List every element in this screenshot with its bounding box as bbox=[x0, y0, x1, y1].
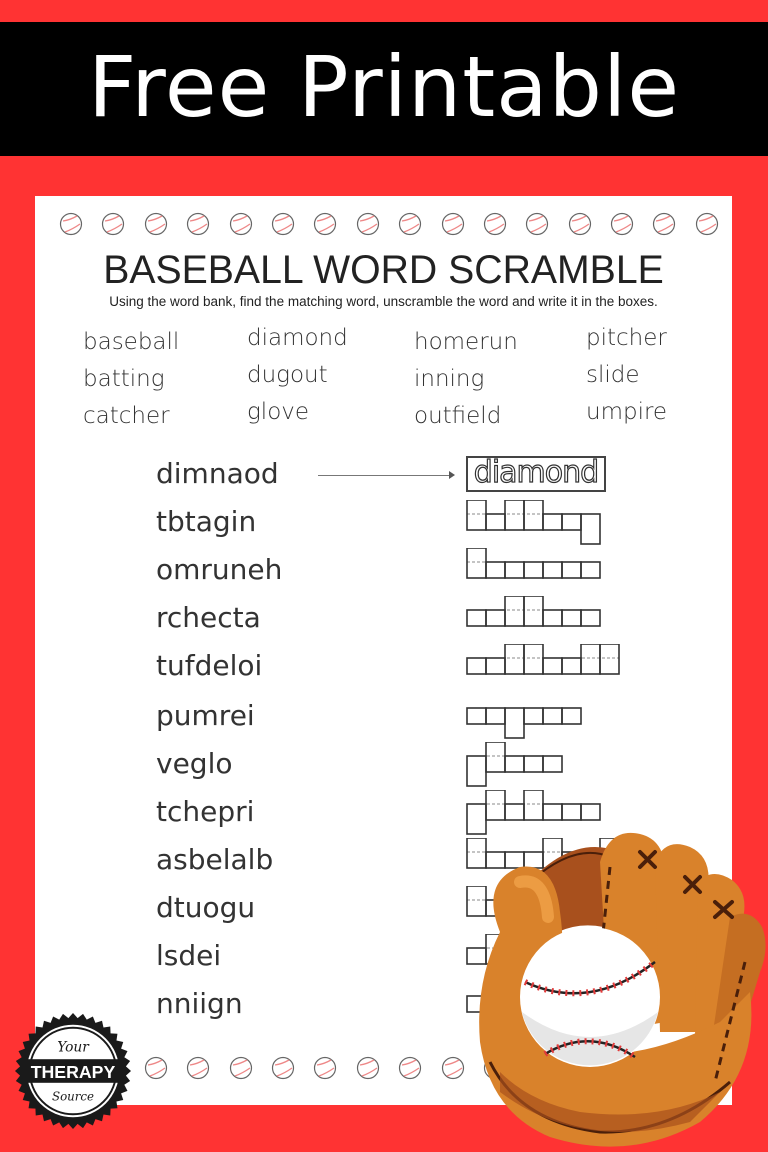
word-bank-column-1 bbox=[83, 324, 179, 435]
word-bank-word: inning bbox=[414, 366, 485, 392]
baseball-glove-icon bbox=[460, 822, 768, 1152]
baseball-icon bbox=[313, 1056, 337, 1080]
word-bank-word: baseball bbox=[83, 329, 180, 355]
baseball-icon bbox=[186, 212, 210, 236]
scrambled-word: rchecta bbox=[156, 601, 261, 634]
word-bank-word: umpire bbox=[586, 399, 668, 425]
word-bank-word: slide bbox=[586, 362, 640, 388]
scrambled-word: omruneh bbox=[156, 553, 283, 586]
baseball-icon bbox=[59, 212, 83, 236]
baseball-icon bbox=[144, 212, 168, 236]
baseball-icon bbox=[271, 212, 295, 236]
badge-line-1: Your bbox=[57, 1039, 89, 1056]
scrambled-word: dtuogu bbox=[156, 891, 256, 924]
top-baseball-border bbox=[59, 212, 719, 240]
word-bank-word: outfield bbox=[414, 403, 502, 429]
scramble-row bbox=[35, 550, 732, 598]
baseball-icon bbox=[356, 212, 380, 236]
badge-line-3: Source bbox=[51, 1089, 95, 1104]
answer-letter-boxes[interactable] bbox=[465, 742, 564, 794]
scrambled-word: nniign bbox=[156, 987, 243, 1020]
scrambled-word: pumrei bbox=[156, 699, 255, 732]
scramble-row bbox=[35, 696, 732, 744]
answer-letter-boxes[interactable] bbox=[465, 596, 602, 648]
scrambled-word: tchepri bbox=[156, 795, 255, 828]
baseball-icon bbox=[568, 212, 592, 236]
worksheet-instructions: Using the word bank, find the matching word, unscramble the word and write it in the boxes. bbox=[109, 294, 658, 309]
baseball-icon bbox=[483, 212, 507, 236]
baseball-icon bbox=[229, 212, 253, 236]
badge-line-2: THERAPY bbox=[30, 1061, 116, 1082]
word-bank-word: batting bbox=[83, 366, 165, 392]
scrambled-word: asbelalb bbox=[156, 843, 274, 876]
scrambled-word: tbtagin bbox=[156, 505, 257, 538]
answer-letter-boxes[interactable] bbox=[465, 500, 602, 552]
example-answer: diamond bbox=[466, 456, 606, 492]
baseball-icon bbox=[186, 1056, 210, 1080]
scrambled-word: dimnaod bbox=[156, 457, 279, 490]
baseball-icon bbox=[441, 212, 465, 236]
word-bank bbox=[35, 324, 732, 434]
scramble-row bbox=[35, 744, 732, 792]
scramble-row bbox=[35, 502, 732, 550]
scramble-row bbox=[35, 646, 732, 694]
your-therapy-source-badge bbox=[14, 1012, 132, 1130]
baseball-icon bbox=[525, 212, 549, 236]
baseball-icon bbox=[398, 1056, 422, 1080]
scrambled-word: lsdei bbox=[156, 939, 222, 972]
word-bank-word: homerun bbox=[414, 329, 518, 355]
word-bank-word: diamond bbox=[247, 325, 348, 351]
answer-letter-boxes[interactable] bbox=[465, 694, 583, 746]
word-bank-word: catcher bbox=[83, 403, 170, 429]
baseball-icon bbox=[695, 212, 719, 236]
worksheet-title: BASEBALL WORD SCRAMBLE bbox=[103, 248, 664, 292]
banner bbox=[0, 22, 768, 156]
word-bank-column-2 bbox=[247, 320, 348, 431]
word-bank-word: dugout bbox=[247, 362, 328, 388]
arrow-head-icon bbox=[449, 471, 455, 479]
word-bank-word: pitcher bbox=[586, 325, 667, 351]
baseball-icon bbox=[520, 927, 660, 1067]
scrambled-word: tufdeloi bbox=[156, 649, 263, 682]
baseball-icon bbox=[229, 1056, 253, 1080]
scramble-row bbox=[35, 454, 732, 502]
answer-letter-boxes[interactable] bbox=[465, 548, 602, 600]
baseball-icon bbox=[144, 1056, 168, 1080]
baseball-icon bbox=[313, 212, 337, 236]
word-bank-column-4 bbox=[586, 320, 667, 431]
baseball-icon bbox=[610, 212, 634, 236]
baseball-icon bbox=[356, 1056, 380, 1080]
example-arrow bbox=[318, 475, 453, 476]
scrambled-word: veglo bbox=[156, 747, 233, 780]
answer-letter-boxes[interactable] bbox=[465, 644, 621, 696]
baseball-icon bbox=[652, 212, 676, 236]
word-bank-column-3 bbox=[414, 324, 518, 435]
baseball-icon bbox=[398, 212, 422, 236]
baseball-icon bbox=[271, 1056, 295, 1080]
word-bank-word: glove bbox=[247, 399, 310, 425]
banner-title: Free Printable bbox=[88, 38, 680, 136]
scramble-row bbox=[35, 598, 732, 646]
baseball-icon bbox=[101, 212, 125, 236]
